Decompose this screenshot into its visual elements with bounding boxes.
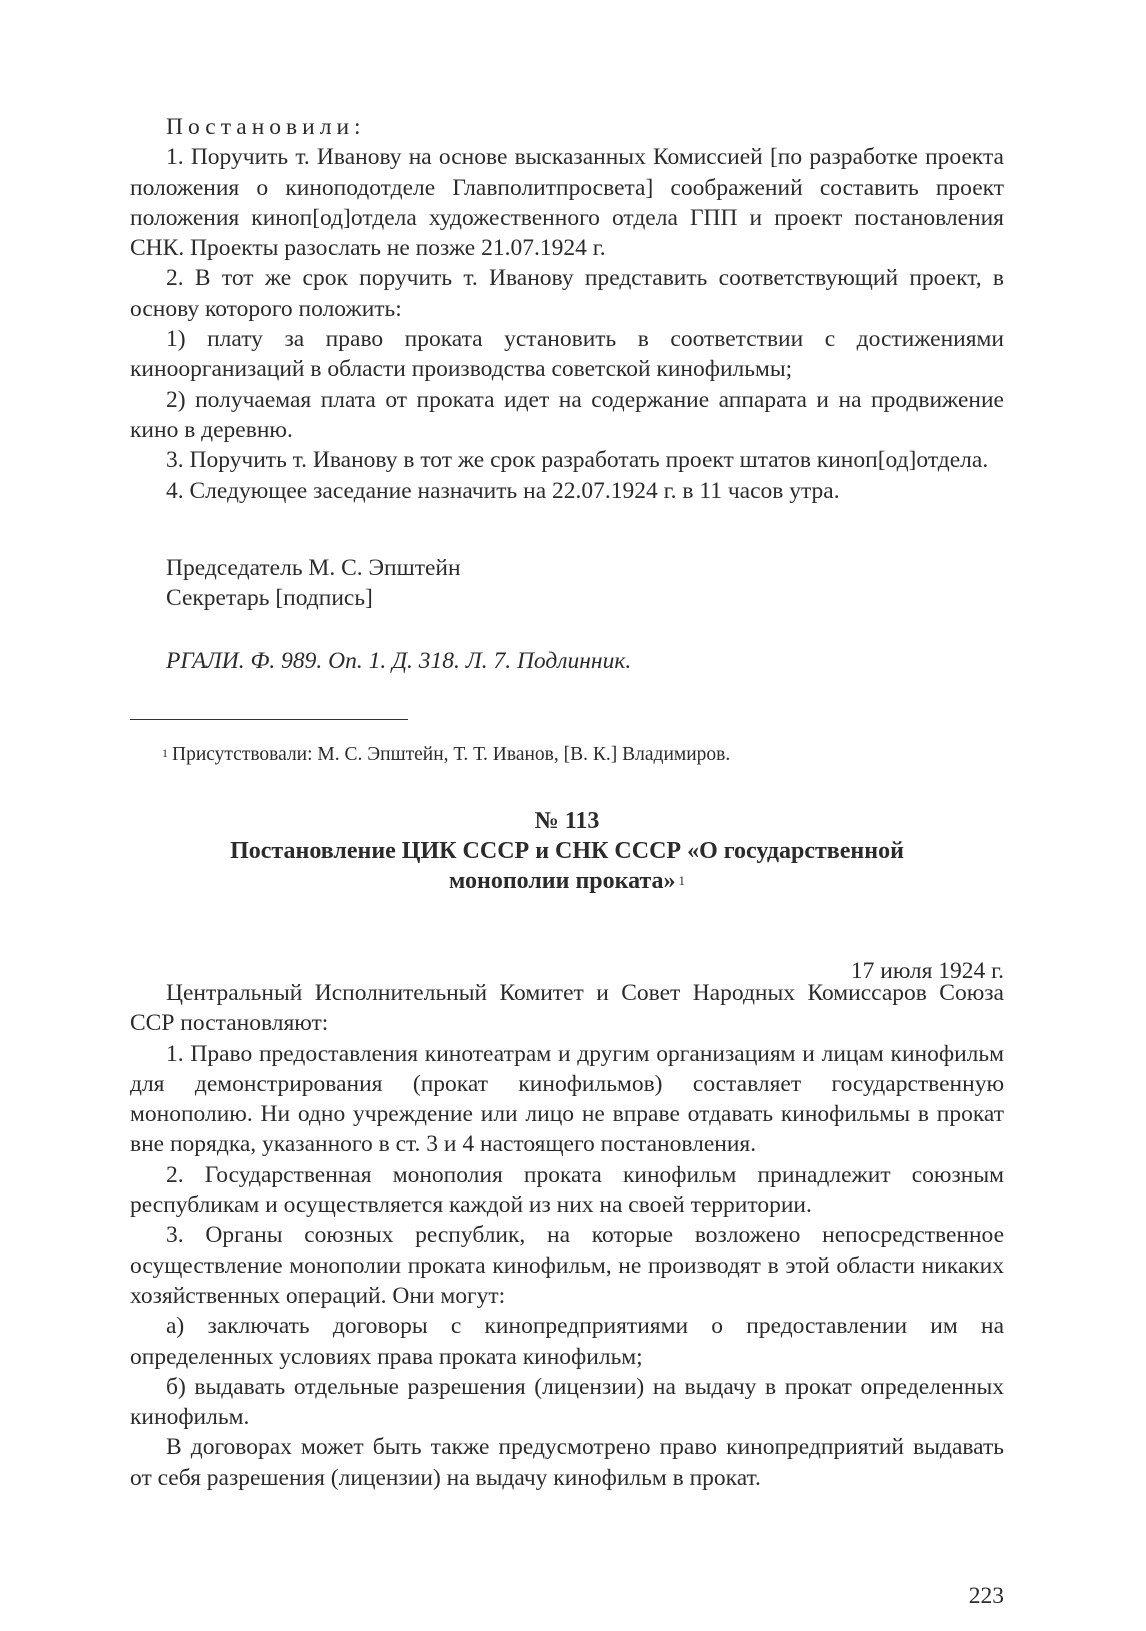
document-title-text: монополии проката» — [448, 868, 676, 894]
preamble: Центральный Исполнительный Комитет и Совет Народных Комиссаров Союза ССР постановляют: — [130, 980, 1004, 1037]
document-title-line-2 — [130, 866, 1004, 896]
title-footnote-mark: 1 — [678, 873, 686, 888]
contract-note: В договорах может быть также предусмотрено право кинопредприятий выдавать от себя разрешения (лицензии) на выдачу кинофильм в прокат. — [130, 1434, 1004, 1491]
footnote-text: Присутствовали: М. С. Эпштейн, Т. Т. Иванов, [В. К.] Владимиров. — [172, 744, 731, 765]
document-date: 17 июля 1924 г. — [850, 958, 1004, 984]
page-number: 223 — [968, 1583, 1004, 1609]
footnote-mark: 1 — [162, 746, 168, 760]
resolution-item-1: 1. Поручить т. Иванову на основе высказанных Комиссией [по разработке проекта положения о киноподотделе Главполитпросвета] соображений составить проект положения киноп[од]отдела художественного отдела ГПП и проект постановления СНК. Проекты разослать не позже 21.07.1924 г. — [130, 144, 1004, 262]
resolution-subitem-1: 1) плату за право проката установить в соответствии с достижениями киноорганизаций в области производства советской кинофильмы; — [130, 326, 1004, 383]
resolution-section — [130, 112, 1004, 506]
footnote — [162, 744, 730, 766]
resolution-heading: Постановили: — [166, 114, 366, 140]
article-3: 3. Органы союзных республик, на которые возложено непосредственное осуществление монополии проката кинофильм, не производят в этой области никаких хозяйственных операций. Они могут: — [130, 1222, 1004, 1309]
footnote-divider — [130, 719, 408, 720]
resolution-item-3: 3. Поручить т. Иванову в тот же срок разработать проект штатов киноп[од]отдела. — [166, 447, 989, 474]
article-1: 1. Право предоставления кинотеатрам и другим организациям и лицам кинофильм для демонстрирования (прокат кинофильмов) составляет государственную монополию. Ни одно учреждение или лицо не вправе отдавать кинофильмы в прокат вне порядка, указанного в ст. 3 и 4 настоящего постановления. — [130, 1040, 1004, 1158]
resolution-item-4: 4. Следующее заседание назначить на 22.07.1924 г. в 11 часов утра. — [166, 477, 840, 504]
document-title-line-1: Постановление ЦИК СССР и СНК СССР «О государственной — [230, 838, 904, 864]
archive-source: РГАЛИ. Ф. 989. Оп. 1. Д. 318. Л. 7. Подлинник. — [166, 648, 632, 674]
chairman-signature: Председатель М. С. Эпштейн — [166, 555, 461, 581]
article-3-a: а) заключать договоры с кинопредприятиями о предоставлении им на определенных условиях права проката кинофильм; — [130, 1313, 1004, 1370]
document-number: № 113 — [534, 808, 600, 834]
article-2: 2. Государственная монополия проката кинофильм принадлежит союзным республикам и осуществляется каждой из них на своей территории. — [130, 1161, 1004, 1219]
resolution-subitem-2: 2) получаемая плата от проката идет на содержание аппарата и на продвижение кино в деревню. — [130, 386, 1004, 443]
document-body — [130, 978, 1004, 1493]
secretary-signature: Секретарь [подпись] — [166, 585, 373, 611]
article-3-b: б) выдавать отдельные разрешения (лицензии) на выдачу в прокат определенных кинофильм. — [130, 1373, 1004, 1431]
resolution-item-2: 2. В тот же срок поручить т. Иванову представить соответствующий проект, в основу которого положить: — [130, 265, 1004, 322]
